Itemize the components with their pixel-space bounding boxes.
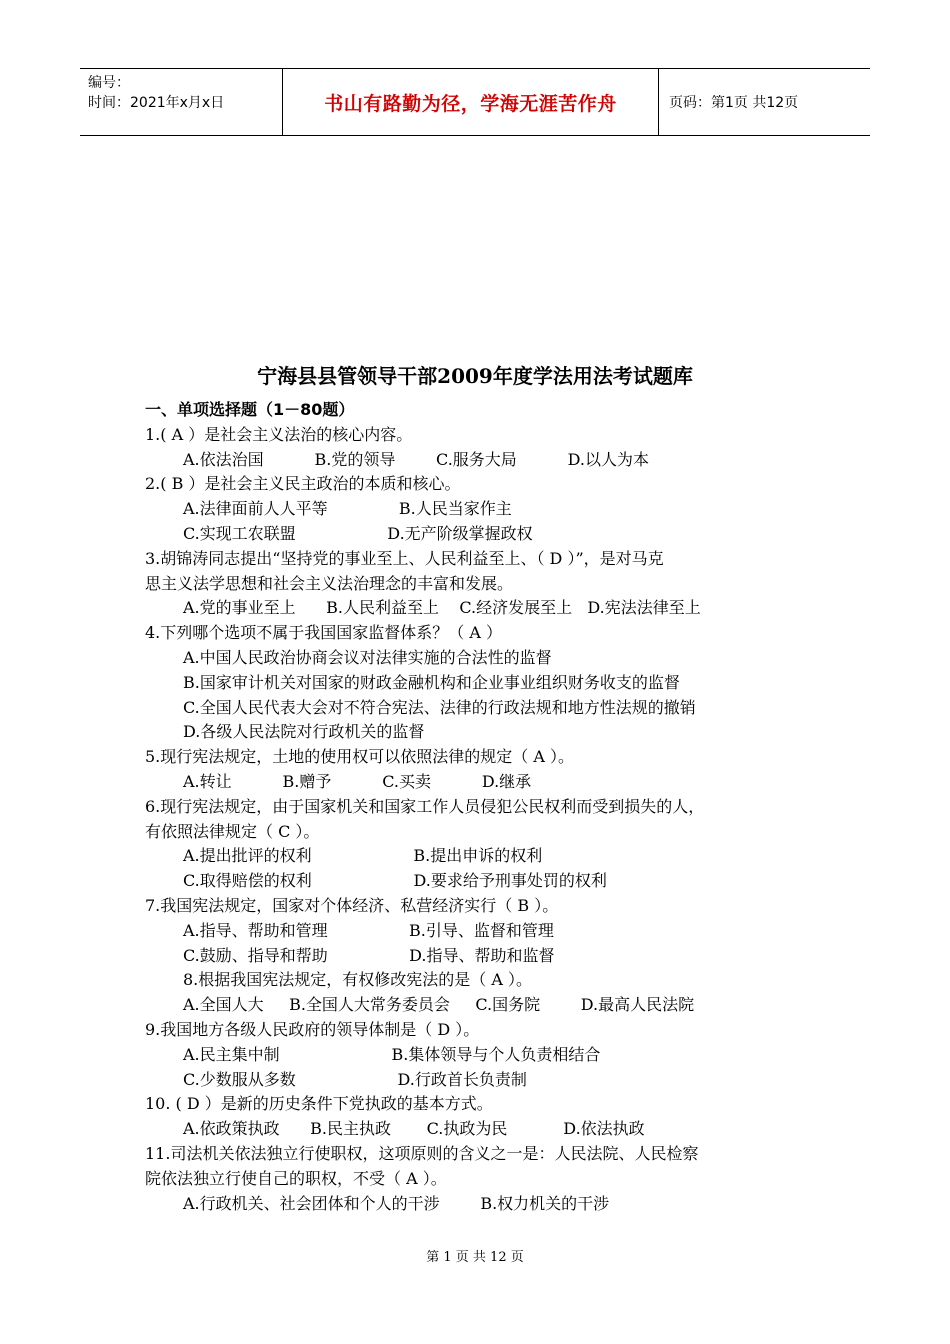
- question-lines: [145, 423, 825, 1217]
- time-label: 时间：2021年x月x日: [88, 95, 225, 111]
- answer-options: A.依法治国 B.党的领导 C.服务大局 D.以人为本: [183, 449, 649, 469]
- question-text: 5.现行宪法规定，土地的使用权可以依照法律的规定（ A ）。: [145, 747, 574, 767]
- question-text: 有依照法律规定（ C ）。: [145, 821, 320, 841]
- answer-options: A.行政机关、社会团体和个人的干涉 B.权力机关的干涉: [183, 1193, 610, 1213]
- question-text: 10. ( D ）是新的历史条件下党执政的基本方式。: [145, 1094, 493, 1114]
- answer-options: C.全国人民代表大会对不符合宪法、法律的行政法规和地方性法规的撤销: [183, 697, 696, 717]
- question-text: 8.根据我国宪法规定，有权修改宪法的是（ A ）。: [183, 970, 532, 990]
- answer-options: C.鼓励、指导和帮助 D.指导、帮助和监督: [183, 945, 555, 965]
- question-text: 3.胡锦涛同志提出“坚持党的事业至上、人民利益至上、（ D ）”，是对马克: [145, 548, 664, 568]
- section-heading: 一、单项选择题（1－80题）: [145, 400, 355, 419]
- answer-options: A.指导、帮助和管理 B.引导、监督和管理: [183, 920, 554, 940]
- answer-options: C.少数服从多数 D.行政首长负责制: [183, 1069, 527, 1089]
- question-list: [145, 398, 825, 1216]
- question-text: 院依法独立行使自己的职权，不受（ A ）。: [145, 1168, 447, 1188]
- answer-options: A.党的事业至上 B.人民利益至上 C.经济发展至上 D.宪法法律至上: [183, 598, 701, 618]
- number-label: 编号：: [88, 75, 130, 91]
- answer-options: A.转让 B.赠予 C.买卖 D.继承: [183, 771, 532, 791]
- answer-options: A.法律面前人人平等 B.人民当家作主: [183, 499, 512, 519]
- header-motto: 书山有路勤为径，学海无涯苦作舟: [282, 69, 659, 135]
- question-text: 4.下列哪个选项不属于我国国家监督体系？（ A ）: [145, 623, 502, 643]
- answer-options: B.国家审计机关对国家的财政金融机构和企业事业组织财务收支的监督: [183, 672, 680, 692]
- question-text: 7.我国宪法规定，国家对个体经济、私营经济实行（ B ）。: [145, 895, 559, 915]
- answer-options: A.提出批评的权利 B.提出申诉的权利: [183, 846, 543, 866]
- question-text: 11.司法机关依法独立行使职权，这项原则的含义之一是：人民法院、人民检察: [145, 1143, 699, 1163]
- header-meta: [80, 69, 282, 135]
- header-page-info: 页码：第1页 共12页: [669, 95, 799, 111]
- answer-options: A.依政策执政 B.民主执政 C.执政为民 D.依法执政: [183, 1119, 645, 1139]
- page-footer: 第 1 页 共 12 页: [426, 1250, 524, 1265]
- question-text: 思主义法学思想和社会主义法治理念的丰富和发展。: [145, 573, 514, 593]
- answer-options: C.实现工农联盟 D.无产阶级掌握政权: [183, 523, 533, 543]
- answer-options: A.全国人大 B.全国人大常务委员会 C.国务院 D.最高人民法院: [183, 995, 695, 1015]
- document-title: 宁海县县管领导干部2009年度学法用法考试题库: [257, 364, 693, 388]
- answer-options: D.各级人民法院对行政机关的监督: [183, 722, 425, 742]
- question-text: 9.我国地方各级人民政府的领导体制是（ D ）。: [145, 1019, 480, 1039]
- answer-options: A.民主集中制 B.集体领导与个人负责相结合: [183, 1044, 601, 1064]
- question-text: 1.( A ）是社会主义法治的核心内容。: [145, 424, 413, 444]
- answer-options: A.中国人民政治协商会议对法律实施的合法性的监督: [183, 647, 552, 667]
- question-text: 6.现行宪法规定，由于国家机关和国家工作人员侵犯公民权利而受到损失的人，: [145, 796, 705, 816]
- answer-options: C.取得赔偿的权利 D.要求给予刑事处罚的权利: [183, 871, 607, 891]
- question-text: 2.( B ）是社会主义民主政治的本质和核心。: [145, 474, 461, 494]
- page-header: [80, 68, 870, 136]
